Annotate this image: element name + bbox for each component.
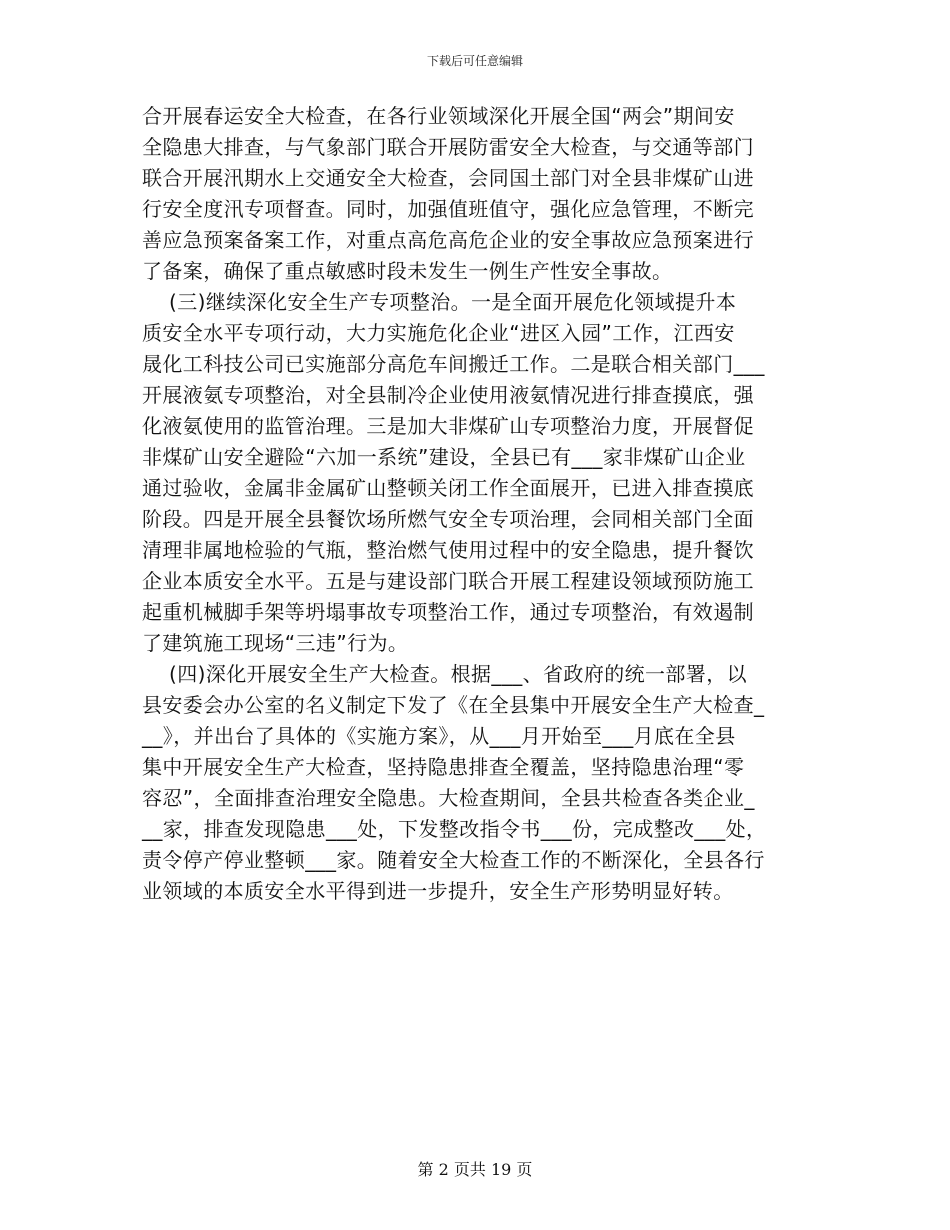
text-line: (三)继续深化安全生产专项整治。一是全面开展危化领域提升本 bbox=[142, 290, 737, 314]
text-line: 晟化工科技公司已实施部分高危车间搬迁工作。二是联合相关部门___ bbox=[142, 352, 765, 376]
text-line: 容忍”，全面排查治理安全隐患。大检查期间，全县共检查各类企业_ bbox=[142, 786, 755, 810]
text-line: 企业本质安全水平。五是与建设部门联合开展工程建设领域预防施工 bbox=[142, 569, 754, 593]
text-line: 通过验收，金属非金属矿山整顿关闭工作全面展开，已进入排查摸底 bbox=[142, 476, 754, 500]
text-line: 合开展春运安全大检查，在各行业领域深化开展全国“两会”期间安 bbox=[142, 104, 735, 128]
page-number: 第 2 页共 19 页 bbox=[417, 1160, 533, 1179]
text-line: 清理非属地检验的气瓶，整治燃气使用过程中的安全隐患，提升餐饮 bbox=[142, 538, 754, 562]
document-body bbox=[142, 101, 808, 907]
text-line: 质安全水平专项行动，大力实施危化企业“进区入园”工作，江西安 bbox=[142, 321, 735, 345]
text-line: 行安全度汛专项督查。同时，加强值班值守，强化应急管理，不断完 bbox=[142, 197, 754, 221]
text-line: __》，并出台了具体的《实施方案》，从___月开始至___月底在全县 bbox=[142, 724, 736, 748]
text-line: 开展液氨专项整治，对全县制冷企业使用液氨情况进行排查摸底，强 bbox=[142, 383, 754, 407]
text-line: 责令停产停业整顿___家。随着安全大检查工作的不断深化，全县各行 bbox=[142, 848, 765, 872]
text-line: 了建筑施工现场“三违”行为。 bbox=[142, 631, 409, 655]
text-line: 起重机械脚手架等坍塌事故专项整治工作，通过专项整治，有效遏制 bbox=[142, 600, 754, 624]
text-line: 化液氨使用的监管治理。三是加大非煤矿山专项整治力度，开展督促 bbox=[142, 414, 754, 438]
page-header: 下载后可任意编辑 bbox=[426, 54, 523, 68]
text-line: (四)深化开展安全生产大检查。根据___、省政府的统一部署，以 bbox=[142, 662, 748, 686]
text-line: 集中开展安全生产大检查，坚持隐患排查全覆盖，坚持隐患治理“零 bbox=[142, 755, 745, 779]
text-line: 联合开展汛期水上交通安全大检查，会同国土部门对全县非煤矿山进 bbox=[142, 166, 754, 190]
text-line: 县安委会办公室的名义制定下发了《在全县集中开展安全生产大检查_ bbox=[142, 693, 765, 717]
text-line: __家，排查发现隐患___处，下发整改指令书___份，完成整改___处， bbox=[142, 817, 767, 841]
text-line: 了备案，确保了重点敏感时段未发生一例生产性安全事故。 bbox=[142, 259, 673, 283]
text-line: 善应急预案备案工作，对重点高危高危企业的安全事故应急预案进行 bbox=[142, 228, 754, 252]
text-line: 阶段。四是开展全县餐饮场所燃气安全专项治理，会同相关部门全面 bbox=[142, 507, 754, 531]
text-line: 全隐患大排查，与气象部门联合开展防雷安全大检查，与交通等部门 bbox=[142, 135, 754, 159]
text-line: 非煤矿山安全避险“六加一系统”建设，全县已有___家非煤矿山企业 bbox=[142, 445, 746, 469]
text-line: 业领域的本质安全水平得到进一步提升，安全生产形势明显好转。 bbox=[142, 879, 734, 903]
